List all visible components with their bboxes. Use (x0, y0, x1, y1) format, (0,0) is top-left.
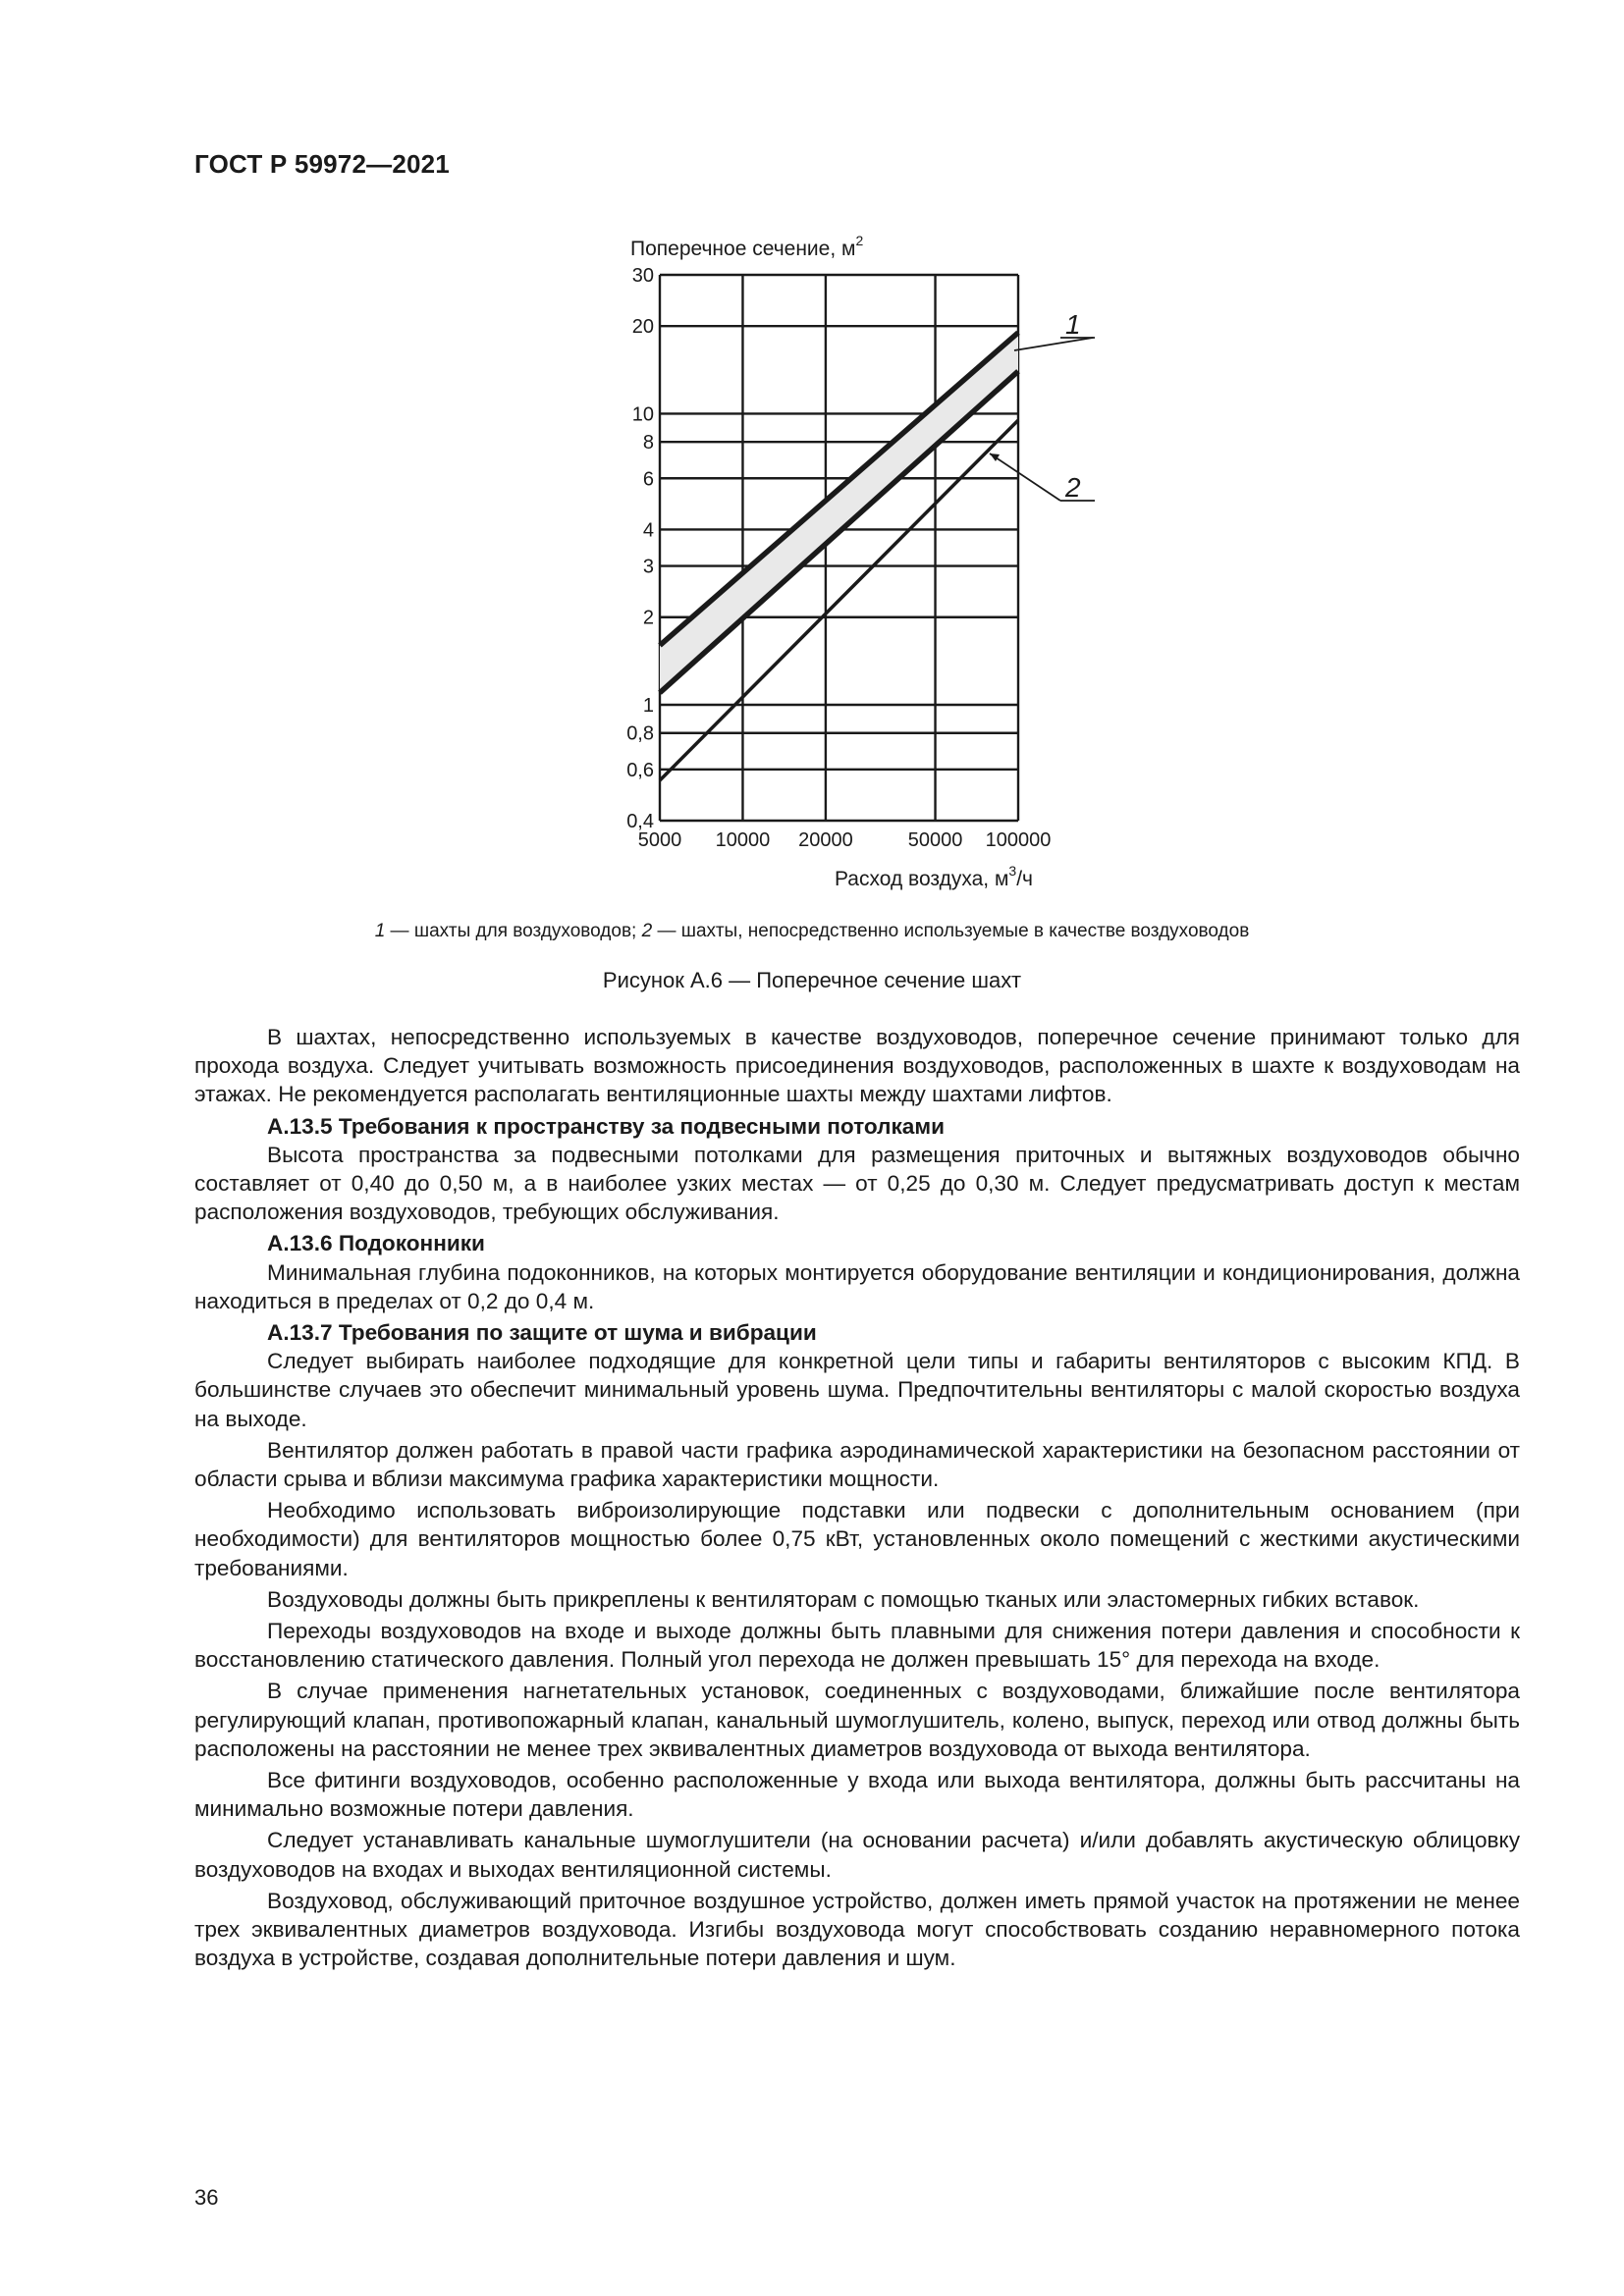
y-tick-label: 0,4 (626, 811, 654, 832)
figure-caption: Рисунок А.6 — Поперечное сечение шахт (602, 968, 1022, 992)
chart-callouts (990, 309, 1095, 503)
y-tick-label: 2 (642, 607, 654, 629)
paragraph: Переходы воздуховодов на входе и выходе должны быть плавными для снижения потери давления и способности к восстановлению статического давления. Полный угол перехода не должен превышать 15° для перехода на входе. (194, 1619, 1520, 1673)
y-tick-label: 8 (642, 432, 654, 454)
chart-xlabel-sup: 3 (1008, 863, 1017, 879)
x-tick-label: 20000 (798, 829, 853, 851)
paragraph: Следует выбирать наиболее подходящие для конкретной цели типы и габариты вентиляторов с высоким КПД. В большинстве случаев это обеспечит минимальный уровень шума. Предпочтительны вентиляторы с малой скоростью воздуха на выходе. (194, 1349, 1520, 1431)
chart-xlabel-suffix: /ч (1016, 868, 1033, 890)
x-tick-label: 50000 (907, 829, 963, 851)
paragraph: Все фитинги воздуховодов, особенно расположенные у входа или выхода вентилятора, должны быть рассчитаны на минимально возможные потери давления. (194, 1768, 1520, 1822)
figure-a6 (550, 218, 1100, 905)
y-tick-label: 10 (631, 403, 654, 426)
section-heading-a137: А.13.7 Требования по защите от шума и вибрации (267, 1320, 817, 1346)
x-tick-label: 100000 (985, 829, 1052, 851)
body-text (194, 1023, 1520, 1976)
figure-legend (0, 921, 1624, 942)
paragraph: Воздуховоды должны быть прикреплены к вентиляторам с помощью тканых или эластомерных гибких вставок. (267, 1586, 1420, 1612)
callout-1-label: 1 (1065, 309, 1081, 340)
section-heading-a135: А.13.5 Требования к пространству за подвесными потолками (267, 1113, 945, 1139)
series-1-lower-line (660, 371, 1018, 693)
cross-section-chart (550, 218, 1100, 905)
callout-2-arrowhead (990, 454, 1000, 461)
callout-1-leader (1014, 338, 1093, 350)
legend-item-2-text: — шахты, непосредственно используемые в качестве воздуховодов (652, 921, 1250, 941)
x-tick-label: 5000 (637, 829, 682, 851)
chart-xlabel (835, 863, 1033, 890)
chart-ylabel-sup: 2 (855, 233, 864, 248)
paragraph: Вентилятор должен работать в правой части графика аэродинамической характеристики на безопасном расстоянии от области срыва и вблизи максимума графика характеристики мощности. (194, 1437, 1520, 1492)
callout-2-label: 2 (1065, 472, 1081, 503)
y-tick-label: 3 (642, 556, 654, 578)
x-tick-label: 10000 (715, 829, 771, 851)
chart-ylabel-text: Поперечное сечение, м (630, 238, 856, 260)
legend-item-2-number: 2 (641, 921, 653, 941)
y-tick-label: 4 (642, 519, 654, 542)
document-header: ГОСТ Р 59972—2021 (194, 149, 450, 179)
series-1-band-fill (660, 333, 1018, 693)
chart-xlabel-text: Расход воздуха, м (835, 868, 1009, 890)
callout-2-leader (990, 454, 1060, 501)
y-tick-label: 1 (642, 695, 654, 718)
y-tick-label: 0,6 (626, 759, 654, 781)
legend-item-1-text: — шахты для воздуховодов; (385, 921, 642, 941)
page-number: 36 (194, 2185, 219, 2210)
chart-ylabel (630, 233, 863, 260)
paragraph: В шахтах, непосредственно используемых в качестве воздуховодов, поперечное сечение принимают только для прохода воздуха. Следует учитывать возможность присоединения воздуховодов, расположенных в шахте к воздуховодам на этажах. Не рекомендуется располагать вентиляционные шахты между шахтами лифтов. (194, 1025, 1520, 1107)
chart-series (660, 333, 1018, 780)
paragraph: В случае применения нагнетательных установок, соединенных с воздуховодами, ближайшие после вентилятора регулирующий клапан, противопожарный клапан, канальный шумоглушитель, колено, выпуск, переход или отвод должны быть расположены на расстоянии не менее трех эквивалентных диаметров воздуховода от выхода вентилятора. (194, 1679, 1520, 1761)
y-tick-label: 6 (642, 468, 654, 491)
chart-grid (660, 275, 1018, 821)
paragraph: Воздуховод, обслуживающий приточное воздушное устройство, должен иметь прямой участок на протяжении не менее трех эквивалентных диаметров воздуховода. Изгибы воздуховода могут способствовать созданию неравномерного потока воздуха в устройстве, создавая дополнительные потери давления и шум. (194, 1888, 1520, 1971)
y-tick-label: 20 (631, 316, 654, 339)
y-tick-label: 0,8 (626, 722, 654, 745)
paragraph: Минимальная глубина подоконников, на которых монтируется оборудование вентиляции и кондиционирования, должна находиться в пределах от 0,2 до 0,4 м. (194, 1259, 1520, 1313)
paragraph: Необходимо использовать виброизолирующие подставки или подвески с дополнительным основанием (при необходимости) для вентиляторов мощностью более 0,75 кВт, установленных около помещений с жесткими акустическими требованиями. (194, 1498, 1520, 1580)
chart-ticks (626, 265, 1051, 851)
section-heading-a136: А.13.6 Подоконники (267, 1231, 485, 1256)
paragraph: Высота пространства за подвесными потолками для размещения приточных и вытяжных воздуховодов обычно составляет от 0,40 до 0,50 м, а в наиболее узких местах — от 0,25 до 0,30 м. Следует предусматривать доступ к местам расположения воздуховодов, требующих обслуживания. (194, 1142, 1520, 1225)
y-tick-label: 30 (631, 265, 654, 287)
paragraph: Следует устанавливать канальные шумоглушители (на основании расчета) и/или добавлять акустическую облицовку воздуховодов на входах и выходах вентиляционной системы. (194, 1828, 1520, 1882)
legend-item-1-number: 1 (374, 921, 386, 941)
